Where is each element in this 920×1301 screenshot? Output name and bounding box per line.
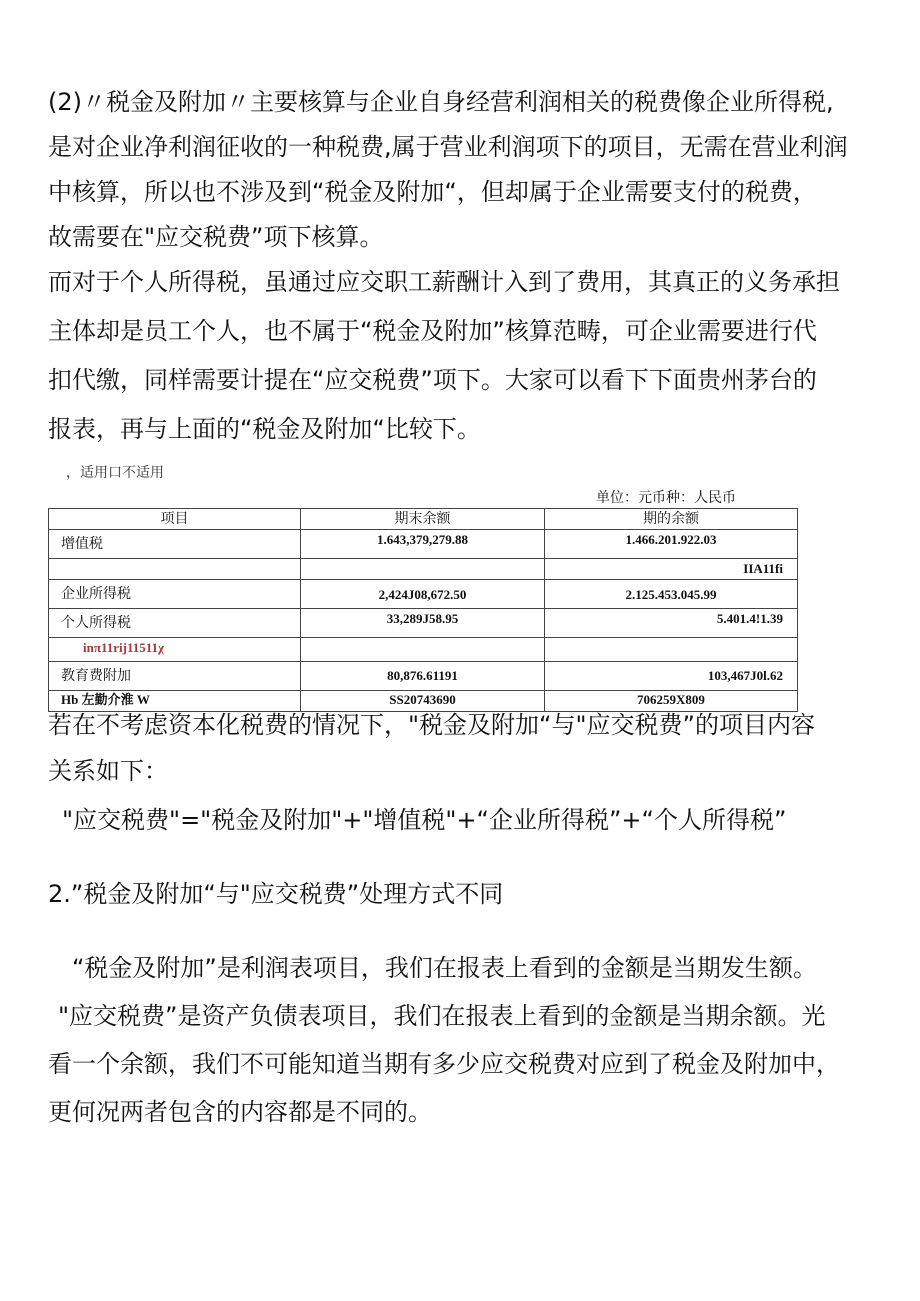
closing-value: SS20743690 <box>301 691 545 712</box>
text-line: 故需要在"应交税费”项下核算。 <box>48 223 384 251</box>
paragraph-3 <box>48 702 876 794</box>
text-line: (2)〃税金及附加〃主要核算与企业自身经营利润相关的税费像企业所得税, <box>48 88 834 116</box>
paragraph-4 <box>48 944 876 1136</box>
closing-value <box>301 638 545 662</box>
row-label: 个人所得税 <box>49 609 301 638</box>
row-label: Hb 左勤介淮 W <box>49 691 301 712</box>
opening-value: IIA11fi <box>545 559 798 580</box>
paragraph-1 <box>48 80 876 260</box>
opening-value: 706259X809 <box>545 691 798 712</box>
table-header-row <box>49 509 798 530</box>
section-heading: 2.”税金及附加“与"应交税费”处理方式不同 <box>48 880 504 908</box>
row-label: 增值税 <box>49 530 301 559</box>
paragraph-2 <box>48 258 876 454</box>
table-row <box>49 530 798 559</box>
tax-table <box>48 508 798 712</box>
text-line: 看一个余额，我们不可能知道当期有多少应交税费对应到了税金及附加中， <box>48 1050 840 1078</box>
row-label: 教育费附加 <box>49 662 301 691</box>
row-label: inπ11rij11511χ <box>49 638 301 662</box>
header-opening-balance: 期的余额 <box>545 509 798 530</box>
table-row <box>49 609 798 638</box>
table-note: ，适用口不适用 <box>66 465 164 481</box>
text-line: “税金及附加”是利润表项目，我们在报表上看到的金额是当期发生额。 <box>72 954 817 982</box>
closing-value: 2,424J08,672.50 <box>301 580 545 609</box>
table-row <box>49 559 798 580</box>
closing-value: 33,289J58.95 <box>301 609 545 638</box>
closing-value <box>301 559 545 580</box>
opening-value: 1.466.201.922.03 <box>545 530 798 559</box>
opening-value <box>545 638 798 662</box>
formula: "应交税费"="税金及附加"+"增值税"+“企业所得税”+“个人所得税” <box>62 806 787 834</box>
opening-value: 103,467J0l.62 <box>545 662 798 691</box>
row-label <box>49 559 301 580</box>
text-line: 而对于个人所得税，虽通过应交职工薪酬计入到了费用，其真正的义务承担 <box>48 268 840 296</box>
text-line: 中核算，所以也不涉及到“税金及附加“，但却属于企业需要支付的税费， <box>48 178 817 206</box>
text-line: 是对企业净利润征收的一种税费,属于营业利润项下的项目，无需在营业利润 <box>48 133 848 161</box>
text-line: 主体却是员工个人，也不属于“税金及附加”核算范畴，可企业需要进行代 <box>48 317 817 345</box>
text-line: 若在不考虑资本化税费的情况下，"税金及附加“与"应交税费”的项目内容 <box>48 711 815 739</box>
closing-value: 80,876.61191 <box>301 662 545 691</box>
table-row <box>49 638 798 662</box>
row-label: 企业所得税 <box>49 580 301 609</box>
opening-value: 5.401.4!1.39 <box>545 609 798 638</box>
table-row <box>49 662 798 691</box>
opening-value: 2.125.453.045.99 <box>545 580 798 609</box>
text-line: "应交税费”是资产负债表项目，我们在报表上看到的金额是当期余额。光 <box>58 1002 826 1030</box>
header-item: 项目 <box>49 509 301 530</box>
text-line: 关系如下： <box>48 757 168 785</box>
text-line: 扣代缴，同样需要计提在“应交税费”项下。大家可以看下下面贵州茅台的 <box>48 366 817 394</box>
unit-label: 单位：元币种：人民币 <box>596 490 736 506</box>
text-line: 报表，再与上面的“税金及附加“比较下。 <box>48 415 481 443</box>
header-closing-balance: 期末余额 <box>301 509 545 530</box>
text-line: 更何况两者包含的内容都是不同的。 <box>48 1098 432 1126</box>
closing-value: 1.643,379,279.88 <box>301 530 545 559</box>
table-row <box>49 580 798 609</box>
